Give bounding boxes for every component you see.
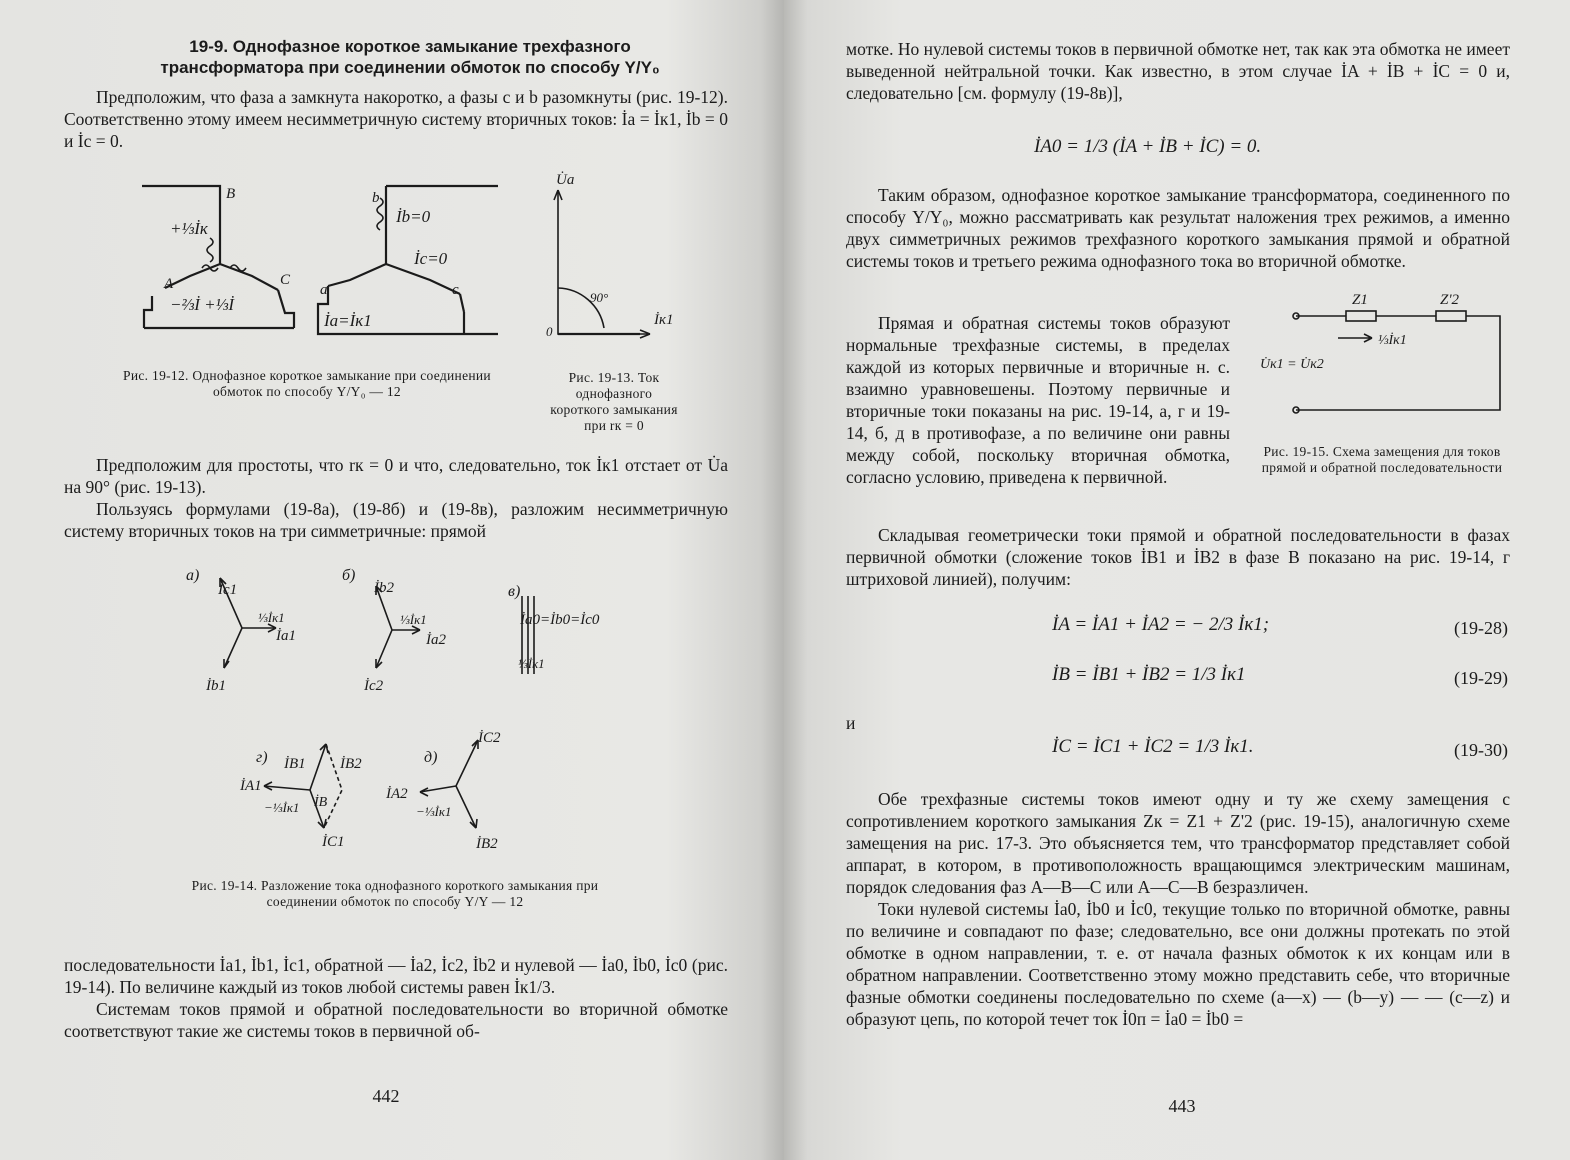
fig15-label-z2: Z'2: [1440, 292, 1460, 308]
equation-19-29-number: (19-29): [1454, 668, 1508, 688]
fig14-label-b: б): [342, 567, 356, 584]
fig15-circuit: [1293, 311, 1500, 413]
fig14-label-v: в): [508, 583, 521, 600]
fig14-label-ic2: İc2: [364, 678, 384, 694]
fig14-label-IC1: İC1: [322, 834, 345, 850]
fig15-label-u: U̇к1 = U̇к2: [1260, 357, 1324, 372]
fig15-caption: Рис. 19-15. Схема замещения для токов прямой и обратной последовательности: [1261, 444, 1503, 475]
fig12-label-iaik: İa=İк1: [324, 311, 372, 330]
left-para-2: [64, 454, 728, 542]
equation-19-28: İA = İA1 + İA2 = − 2/3 İк1;: [1052, 614, 1270, 635]
paragraph: последовательности İa1, İb1, İc1, обратной — İa2, İc2, İb2 и нулевой — İa0, İb0, İc0 (рис. 19-14). По величине каждый из токов любой системы равен İк1/3.: [64, 955, 728, 997]
fig14-b-vectors: [376, 586, 420, 668]
paragraph: мотке. Но нулевой системы токов в первичной обмотке нет, так как эта обмотка не имеет выведенной нейтральной точки. Как известно, в этом случае İA + İB + İC = 0 и, следовательно [см. формулу (19-8в)],: [846, 39, 1510, 103]
fig12-label-ik3: +⅓İк: [170, 219, 208, 238]
right-page-number: 443: [1168, 1096, 1196, 1116]
paragraph: Складывая геометрически токи прямой и обратной последовательности в фазах первичной обмотки (сложение токов İB1 и İB2 в фазе B показано на рис. 19-14, г штриховой линией), получим:: [846, 525, 1510, 589]
equation-19-28-number: (19-28): [1454, 618, 1508, 638]
fig13-caption: Рис. 19-13. Ток однофазного короткого замыкания при rк = 0: [550, 370, 678, 433]
fig12-label-bottom: −⅔İ +⅓İ: [170, 295, 235, 314]
fig13-label-ua: U̇a: [556, 172, 575, 188]
fig13-label-angle: 90°: [590, 290, 609, 305]
left-para-4: [64, 954, 728, 1042]
fig15-resistor-z2: [1436, 311, 1466, 321]
paragraph: Таким образом, однофазное короткое замыкание трансформатора, соединенного по способу Y/Y₀, можно рассматривать как результат наложения трех режимов, а именно двух симметричных режимов трехфазного короткого замыкания прямой и обратной системы токов и третьего режима однофазного тока во вторичной обмотке.: [846, 185, 1510, 271]
paragraph: Системам токов прямой и обратной последовательности во вторичной обмотке соответствуют такие же системы токов в первичной об-: [64, 999, 728, 1041]
equation-19-29: İB = İB1 + İB2 = 1/3 İк1: [1052, 664, 1246, 685]
left-para-1: [64, 86, 728, 152]
right-para-1: [846, 38, 1510, 104]
right-para-5: [846, 788, 1510, 1030]
section-title-line2: трансформатора при соединении обмоток по способу Y/Y₀: [160, 58, 660, 77]
fig14-label-a: а): [186, 567, 200, 584]
equation-19-30-number: (19-30): [1454, 740, 1508, 760]
fig12-label-C: C: [280, 272, 291, 288]
fig14-label-IA2: İA2: [386, 786, 408, 802]
fig14-label-zero: İa0=İb0=İc0: [520, 612, 600, 628]
fig14-label-k1a: ⅓İк1: [258, 610, 285, 625]
paragraph: Обе трехфазные системы токов имеют одну и ту же схему замещения с сопротивлением короткого замыкания Zк = Z1 + Z'2 (рис. 19-15), аналогичную схеме замещения на рис. 17-3. Это объясняется тем, что трансформатор представляет собой аппарат, в котором, в противоположность вращающимся электрическим машинам, порядок следования фаз A—B—C или A—C—B безразличен.: [846, 789, 1510, 897]
equation-and: и: [846, 713, 856, 733]
paragraph: Предположим для простоты, что rк = 0 и что, следовательно, ток İк1 отстает от U̇a на 90° (рис. 19-13).: [64, 455, 728, 497]
fig14-label-k1v: ⅓İк1: [518, 656, 545, 671]
figure-19-12-13: [80, 168, 720, 348]
fig12-label-B: B: [226, 186, 236, 202]
fig14-label-IB2: İB2: [340, 756, 362, 772]
left-page: [0, 0, 784, 1160]
right-para-4: [846, 524, 1510, 590]
fig14-label-g: г): [256, 749, 268, 766]
fig14-label-d: д): [424, 749, 438, 766]
fig14-label-k1g: −⅓İк1: [264, 800, 300, 815]
fig15-resistor-z1: [1346, 311, 1376, 321]
fig14-label-ib2: İb2: [374, 580, 394, 596]
fig14-label-k1d: −⅓İк1: [416, 804, 452, 819]
fig12-label-c: c: [452, 282, 459, 298]
paragraph: Пользуясь формулами (19-8а), (19-8б) и (19-8в), разложим несимметричную систему вторичных токов на три симметричные: прямой: [64, 499, 728, 541]
right-para-3: [846, 312, 1230, 488]
paragraph: Предположим, что фаза a замкнута накоротко, а фазы c и b разомкнуты (рис. 19-12). Соответственно этому имеем несимметричную систему вторичных токов: İa = İк1, İb = 0 и İc = 0.: [64, 87, 728, 151]
equation-19-30: İC = İC1 + İC2 = 1/3 İк1.: [1052, 736, 1254, 757]
fig12-label-a: a: [320, 282, 328, 298]
fig14-label-ia1: İa1: [276, 628, 296, 644]
fig12-label-b: b: [372, 190, 380, 206]
left-page-number: 442: [372, 1086, 400, 1106]
section-title: [80, 36, 740, 78]
figure-19-15: [1254, 286, 1514, 426]
fig12-caption: Рис. 19-12. Однофазное короткое замыкание при соединении обмоток по способу Y/Y₀ — 12: [123, 368, 491, 399]
fig14-label-IB1: İB1: [284, 756, 306, 772]
figure-19-14: [180, 556, 620, 876]
fig13-label-zero: 0: [546, 324, 553, 339]
fig14-label-IB: İB: [314, 795, 328, 810]
fig15-label-i: ⅓İк1: [1378, 333, 1407, 348]
fig14-label-ic1: İc1: [218, 582, 238, 598]
fig14-label-ia2: İa2: [426, 632, 446, 648]
fig14-label-IC2: İC2: [478, 730, 501, 746]
fig14-label-k1b: ⅓İк1: [400, 612, 427, 627]
fig13-label-ik: İк1: [654, 312, 674, 328]
fig12-label-A: A: [164, 276, 174, 292]
fig13-axes: [554, 190, 650, 338]
section-title-line1: 19-9. Однофазное короткое замыкание трехфазного: [189, 37, 631, 56]
fig15-label-z1: Z1: [1352, 292, 1368, 308]
fig12-label-ic0: İc=0: [414, 249, 448, 268]
paragraph: Токи нулевой системы İa0, İb0 и İc0, текущие только по вторичной обмотке, равны по величине и совпадают по фазе; следовательно, все они должны протекать по этой обмотке в одном направлении, т. е. от начала фазных обмоток к их концам или в обратном направлении. Соответственно этому можно представить себе, что вторичные фазные обмотки соединены последовательно по схеме (a—x) — (b—y) — — (c—z) и образуют цепь, по которой течет ток İ0п = İa0 = İb0 =: [846, 899, 1510, 1029]
right-para-2: [846, 184, 1510, 272]
fig14-caption: Рис. 19-14. Разложение тока однофазного короткого замыкания при соединении обмоток по способу Y/Y — 12: [191, 878, 599, 909]
fig14-label-ib1: İb1: [206, 678, 226, 694]
right-page: [784, 0, 1570, 1160]
fig12-label-ib0: İb=0: [396, 207, 431, 226]
fig14-label-IB2d: İB2: [476, 836, 498, 852]
equation-a0: İA0 = 1/3 (İA + İB + İC) = 0.: [1034, 136, 1262, 157]
paragraph: Прямая и обратная системы токов образуют нормальные трехфазные системы, в пределах каждой из которых первичные и вторичные н. с. взаимно уравновешены. Поэтому первичные и вторичные токи показаны на рис. 19-14, а, г и 19-14, б, д в противофазе, а по величине они равны между собой, поскольку вторичная обмотка, согласно условию, приведена к первичной.: [846, 313, 1230, 487]
fig14-label-IA1: İA1: [240, 778, 262, 794]
